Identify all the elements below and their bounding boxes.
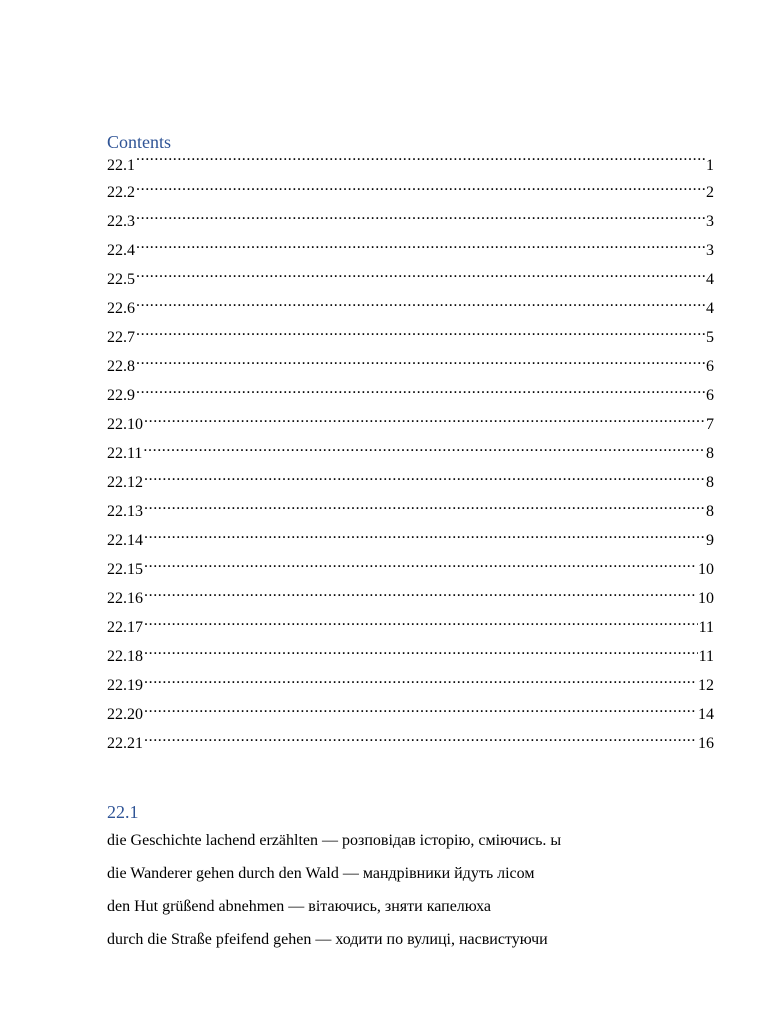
toc-entry-page: 3 bbox=[706, 242, 714, 259]
toc-dot-leader bbox=[136, 239, 705, 255]
toc-entry-page: 3 bbox=[706, 213, 714, 230]
toc-dot-leader bbox=[136, 181, 705, 197]
toc-dot-leader bbox=[144, 587, 697, 603]
toc-entry-page: 8 bbox=[706, 474, 714, 491]
toc-dot-leader bbox=[144, 558, 697, 574]
toc-entry-page: 11 bbox=[698, 648, 714, 665]
toc-entry[interactable] bbox=[107, 729, 714, 758]
toc-entry[interactable] bbox=[107, 526, 714, 555]
toc-entry[interactable] bbox=[107, 154, 714, 178]
body-line: die Geschichte lachend erzählten — розповідав історію, сміючись. ы bbox=[107, 832, 562, 849]
toc-entry-label: 22.4 bbox=[107, 242, 135, 259]
toc-entry-label: 22.16 bbox=[107, 590, 143, 607]
toc-entry-page: 16 bbox=[698, 735, 714, 752]
toc-dot-leader bbox=[136, 326, 705, 342]
body-line: die Wanderer gehen durch den Wald — мандрівники йдуть лісом bbox=[107, 865, 535, 882]
toc-entry-page: 9 bbox=[706, 532, 714, 549]
toc-entry-page: 8 bbox=[706, 445, 714, 462]
toc-entry[interactable] bbox=[107, 468, 714, 497]
toc-entry-label: 22.5 bbox=[107, 271, 135, 288]
toc-entry-label: 22.9 bbox=[107, 387, 135, 404]
toc-dot-leader bbox=[136, 154, 705, 170]
toc-entry-page: 7 bbox=[706, 416, 714, 433]
toc-entry-label: 22.21 bbox=[107, 735, 143, 752]
toc-entry-page: 4 bbox=[706, 300, 714, 317]
toc-entry[interactable] bbox=[107, 439, 714, 468]
toc-dot-leader bbox=[144, 471, 705, 487]
toc-entry-label: 22.1 bbox=[107, 157, 135, 174]
toc-entry[interactable] bbox=[107, 236, 714, 265]
toc-entry[interactable] bbox=[107, 584, 714, 613]
toc-entry-page: 1 bbox=[706, 157, 714, 174]
toc-entry-label: 22.2 bbox=[107, 184, 135, 201]
toc-entry[interactable] bbox=[107, 613, 714, 642]
toc-entry-label: 22.7 bbox=[107, 329, 135, 346]
toc-dot-leader bbox=[144, 529, 705, 545]
toc-entry-label: 22.13 bbox=[107, 503, 143, 520]
body-line: den Hut grüßend abnehmen — вітаючись, зняти капелюха bbox=[107, 898, 492, 915]
toc-entry-page: 10 bbox=[698, 561, 714, 578]
toc-entry-label: 22.12 bbox=[107, 474, 143, 491]
toc-entry[interactable] bbox=[107, 294, 714, 323]
toc-entry-page: 10 bbox=[698, 590, 714, 607]
toc-dot-leader bbox=[136, 384, 705, 400]
toc-entry-label: 22.11 bbox=[107, 445, 143, 462]
toc-entry-page: 14 bbox=[698, 706, 714, 723]
toc-dot-leader bbox=[136, 210, 705, 226]
toc-entry-label: 22.3 bbox=[107, 213, 135, 230]
toc-dot-leader bbox=[143, 442, 705, 458]
toc-entry[interactable] bbox=[107, 642, 714, 671]
toc-dot-leader bbox=[144, 500, 705, 516]
toc-dot-leader bbox=[144, 413, 705, 429]
toc-dot-leader bbox=[144, 674, 697, 690]
toc-dot-leader bbox=[144, 703, 697, 719]
toc-dot-leader bbox=[136, 268, 705, 284]
toc-entry[interactable] bbox=[107, 178, 714, 207]
toc-entry-label: 22.14 bbox=[107, 532, 143, 549]
toc-entry-page: 2 bbox=[706, 184, 714, 201]
section-body bbox=[107, 824, 727, 956]
toc-entry-label: 22.8 bbox=[107, 358, 135, 375]
toc-entry-label: 22.20 bbox=[107, 706, 143, 723]
toc-entry[interactable] bbox=[107, 381, 714, 410]
toc-entry[interactable] bbox=[107, 497, 714, 526]
toc-entry-page: 6 bbox=[706, 387, 714, 404]
toc-list bbox=[107, 154, 714, 758]
toc-entry-label: 22.15 bbox=[107, 561, 143, 578]
toc-entry[interactable] bbox=[107, 207, 714, 236]
toc-dot-leader bbox=[144, 732, 697, 748]
toc-title: Contents bbox=[107, 132, 172, 152]
toc-entry[interactable] bbox=[107, 265, 714, 294]
toc-dot-leader bbox=[144, 616, 698, 632]
toc-entry-page: 8 bbox=[706, 503, 714, 520]
toc-entry[interactable] bbox=[107, 352, 714, 381]
toc-entry[interactable] bbox=[107, 323, 714, 352]
toc-entry-page: 11 bbox=[698, 619, 714, 636]
toc-entry-page: 4 bbox=[706, 271, 714, 288]
toc-entry-label: 22.6 bbox=[107, 300, 135, 317]
toc-entry-page: 12 bbox=[698, 677, 714, 694]
section-heading: 22.1 bbox=[107, 802, 139, 822]
toc-entry[interactable] bbox=[107, 555, 714, 584]
toc-entry[interactable] bbox=[107, 700, 714, 729]
toc-dot-leader bbox=[136, 297, 705, 313]
toc-dot-leader bbox=[136, 355, 705, 371]
toc-entry-page: 6 bbox=[706, 358, 714, 375]
toc-entry[interactable] bbox=[107, 671, 714, 700]
toc-entry-label: 22.19 bbox=[107, 677, 143, 694]
toc-dot-leader bbox=[144, 645, 698, 661]
table-of-contents bbox=[107, 130, 714, 758]
toc-entry-label: 22.18 bbox=[107, 648, 143, 665]
body-line: durch die Straße pfeifend gehen — ходити по вулиці, насвистуючи bbox=[107, 931, 548, 948]
toc-entry-page: 5 bbox=[706, 329, 714, 346]
toc-entry-label: 22.17 bbox=[107, 619, 143, 636]
toc-entry-label: 22.10 bbox=[107, 416, 143, 433]
toc-entry[interactable] bbox=[107, 410, 714, 439]
